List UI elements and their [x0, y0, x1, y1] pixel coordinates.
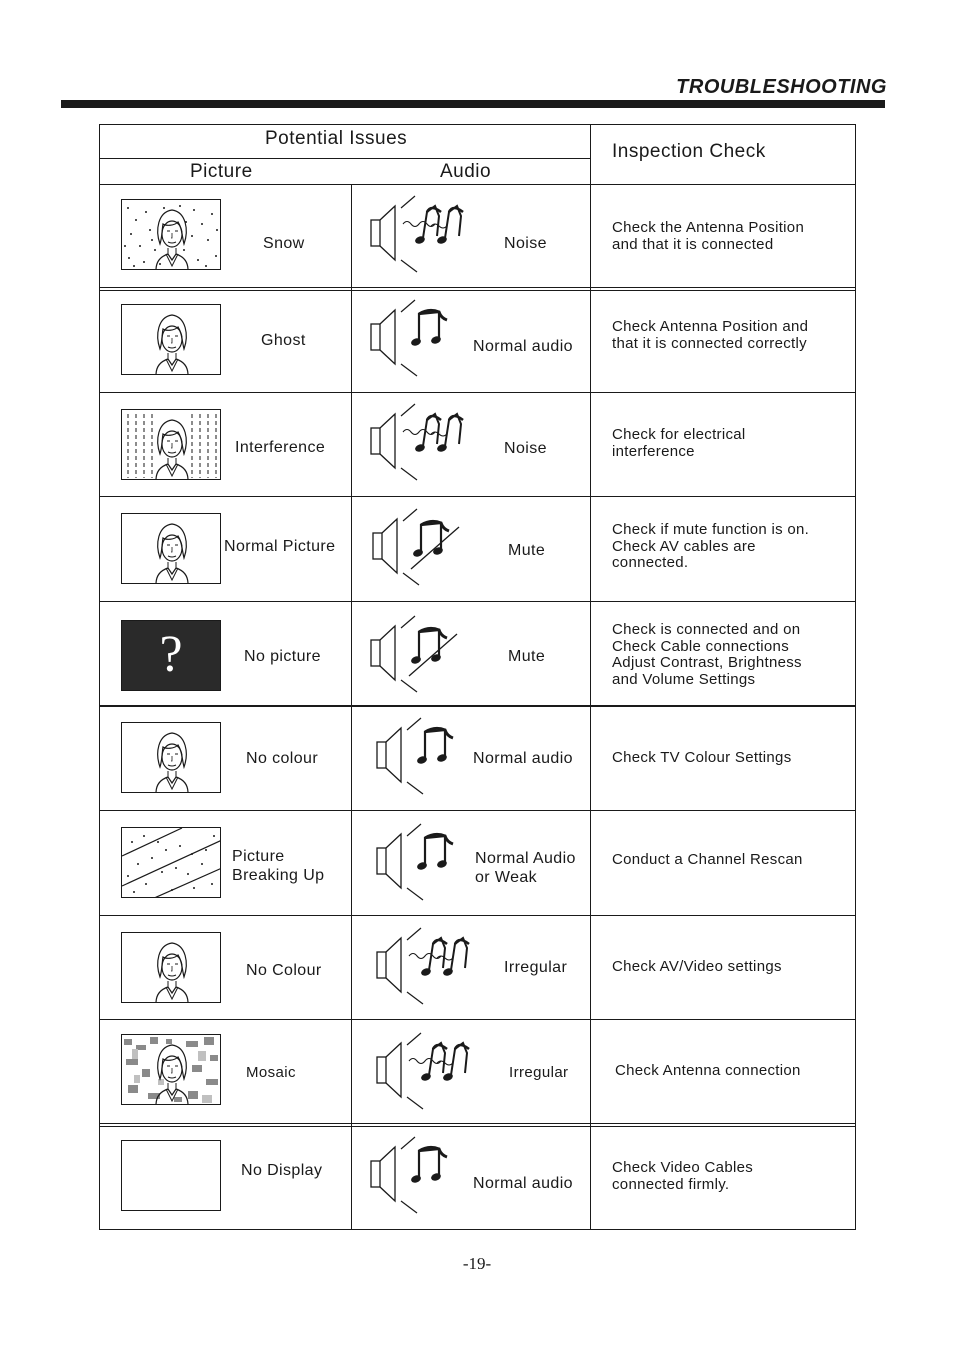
check-line: Check Cable connections	[612, 637, 789, 655]
picture-issue-label: Snow	[263, 235, 305, 252]
audio-column-header: Audio	[440, 161, 492, 182]
row-separator	[99, 601, 856, 602]
inspection-check-text	[612, 852, 803, 869]
inspection-check-text	[612, 750, 792, 767]
row-separator	[99, 496, 856, 497]
picture-issue-label: Mosaic	[246, 1064, 296, 1081]
table-border-bottom	[99, 1229, 856, 1230]
page-number: -19-	[462, 1254, 492, 1273]
check-line: Check Antenna connection	[615, 1062, 801, 1079]
picture-issue-label	[232, 847, 324, 885]
speaker-normal-icon	[365, 1135, 475, 1215]
audio-issue-label: Irregular	[509, 1064, 569, 1081]
tv-no-picture-icon	[121, 620, 221, 691]
inspection-check-text	[612, 622, 802, 688]
picture-issue-label: Interference	[235, 439, 326, 456]
speaker-irregular-icon	[371, 926, 481, 1006]
audio-issue-line: or Weak	[475, 869, 538, 886]
inspection-check-text	[612, 427, 746, 460]
picture-issue-line: Picture	[232, 848, 285, 865]
tv-interference-icon	[121, 409, 221, 480]
picture-issue-label: No colour	[246, 750, 319, 767]
inspection-check-text	[615, 1063, 801, 1080]
audio-issue-label: Normal audio	[473, 1175, 573, 1192]
check-line: Check Video Cables	[612, 1159, 754, 1176]
audio-issue-label: Mute	[508, 542, 546, 559]
picture-issue-label: No picture	[244, 648, 321, 665]
tv-no-colour-icon	[121, 932, 221, 1003]
check-line: Check for electrical	[612, 426, 746, 443]
picture-issue-label: Normal Picture	[224, 538, 336, 555]
inspection-check-header: Inspection Check	[612, 141, 766, 162]
tv-mosaic-icon	[121, 1034, 221, 1105]
inspection-check-text	[612, 220, 804, 253]
row-separator	[99, 1126, 856, 1127]
table-border-top	[99, 124, 856, 125]
speaker-irregular-icon	[371, 1031, 481, 1111]
audio-issue-label: Normal audio	[473, 750, 573, 767]
row-separator	[99, 290, 856, 291]
audio-issue-label: Noise	[504, 440, 547, 457]
picture-column-header: Picture	[190, 161, 253, 182]
row-separator	[99, 810, 856, 811]
check-line: connected firmly.	[612, 1175, 730, 1193]
section-title: TROUBLESHOOTING	[676, 76, 887, 98]
check-line: connected.	[612, 554, 689, 571]
tv-blank-icon	[121, 1140, 221, 1211]
speaker-mute-icon	[367, 507, 477, 587]
row-separator	[99, 705, 856, 707]
tv-ghost-icon	[121, 304, 221, 375]
inspection-check-text	[612, 959, 782, 976]
header-bottom	[99, 184, 856, 185]
row-separator	[99, 392, 856, 393]
speaker-mute-icon	[365, 614, 475, 694]
tv-normal-icon	[121, 513, 221, 584]
audio-issue-label: Normal audio	[473, 338, 573, 355]
check-line: Check if mute function is on.	[612, 521, 810, 538]
speaker-normal-icon	[371, 822, 481, 902]
check-line: interference	[612, 442, 695, 460]
troubleshooting-table	[99, 124, 856, 1230]
row-separator	[99, 1019, 856, 1020]
audio-issue-label	[475, 849, 576, 887]
check-line: Check the Antenna Position	[612, 219, 805, 236]
check-line: Check AV cables are	[612, 537, 756, 555]
audio-issue-label: Noise	[504, 235, 547, 252]
check-line: and that it is connected	[612, 235, 774, 253]
check-line: Check is connected and on	[612, 621, 801, 638]
speaker-normal-icon	[371, 716, 481, 796]
potential-issues-header: Potential Issues	[265, 128, 408, 149]
tv-snow-icon	[121, 199, 221, 270]
picture-issue-label: No Display	[241, 1162, 323, 1179]
inspection-check-text	[612, 522, 809, 572]
check-line: and Volume Settings	[612, 670, 756, 688]
header-rule	[61, 100, 885, 108]
header-divider	[99, 158, 590, 159]
tv-breaking-up-icon	[121, 827, 221, 898]
audio-issue-label: Mute	[508, 648, 546, 665]
check-line: Conduct a Channel Rescan	[612, 851, 803, 868]
speaker-noise-icon	[365, 402, 475, 482]
audio-issue-label: Irregular	[504, 959, 568, 976]
tv-no-colour-icon	[121, 722, 221, 793]
inspection-check-text	[612, 1160, 753, 1193]
check-line: that it is connected correctly	[612, 334, 807, 352]
picture-issue-label: Ghost	[261, 332, 306, 349]
check-line: Check Antenna Position and	[612, 318, 809, 335]
row-separator	[99, 1123, 856, 1124]
picture-issue-line: Breaking Up	[232, 867, 325, 884]
check-line: Check TV Colour Settings	[612, 749, 792, 766]
audio-issue-line: Normal Audio	[475, 850, 576, 867]
speaker-noise-icon	[365, 194, 475, 274]
row-separator	[99, 915, 856, 916]
inspection-check-text	[612, 319, 808, 352]
picture-issue-label: No Colour	[246, 962, 322, 979]
speaker-normal-icon	[365, 298, 475, 378]
check-line: Check AV/Video settings	[612, 958, 782, 975]
col-divider-audio	[351, 184, 352, 1230]
question-mark-icon: ?	[159, 626, 183, 683]
check-line: Adjust Contrast, Brightness	[612, 654, 802, 671]
row-separator	[99, 287, 856, 288]
